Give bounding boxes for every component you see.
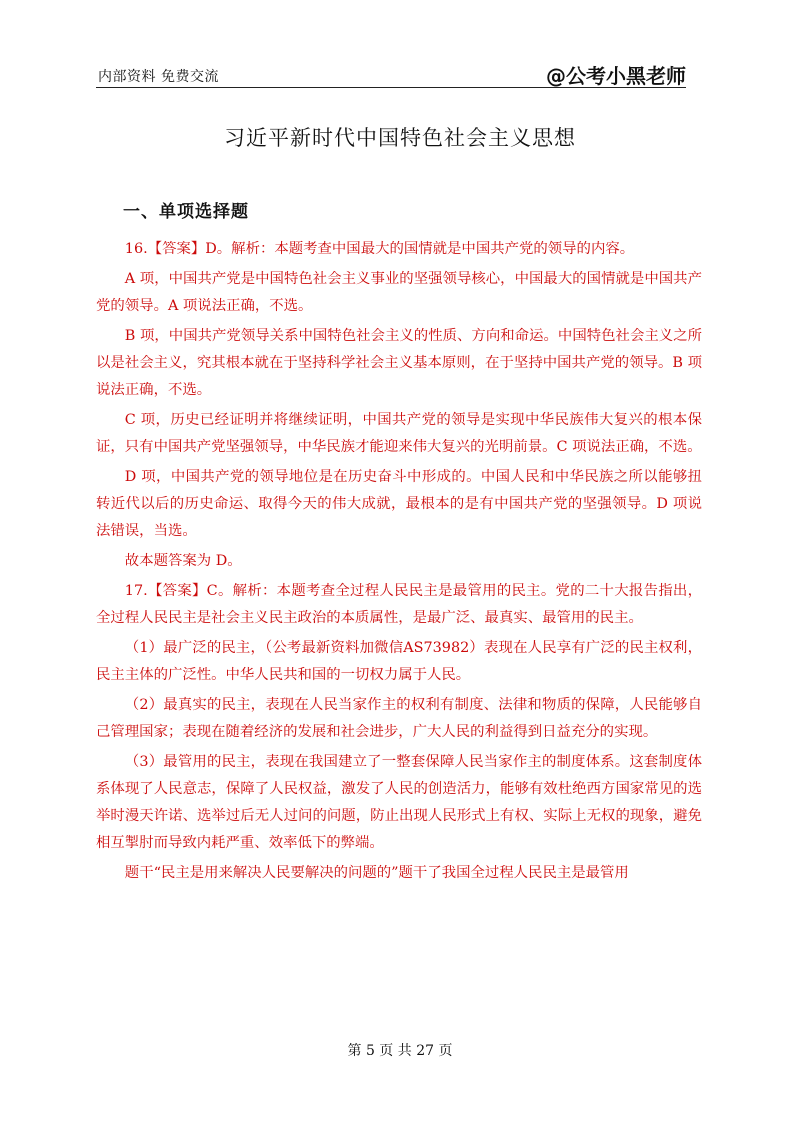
paragraph: （3）最管用的民主，表现在我国建立了一整套保障人民当家作主的制度体系。这套制度体系体现了人民意志，保障了人民权益，激发了人民的创造活力，能够有效杜绝西方国家常见的选举时漫天许诺、选举过后无人过问的问题，防止出现人民形式上有权、实际上无权的现象，避免相互掣肘而导致内耗严重、效率低下的弊端。	[96, 754, 702, 851]
header-note: 内部资料 免费交流	[98, 69, 219, 85]
paragraph: A 项，中国共产党是中国特色社会主义事业的坚强领导核心，中国最大的国情就是中国共产党的领导。A 项说法正确，不选。	[96, 271, 702, 314]
paragraph: （1）最广泛的民主，（公考最新资料加微信AS73982）表现在人民享有广泛的民主权利，民主主体的广泛性。中华人民共和国的一切权力属于人民。	[96, 640, 702, 683]
section-heading: 一、单项选择题	[123, 202, 249, 222]
paragraph: 故本题答案为 D。	[124, 553, 242, 569]
paragraph: 16.【答案】D。解析：本题考查中国最大的国情就是中国共产党的领导的内容。	[124, 241, 635, 257]
header-divider	[96, 87, 686, 88]
paragraph: （2）最真实的民主，表现在人民当家作主的权利有制度、法律和物质的保障，人民能够自己管理国家；表现在随着经济的发展和社会进步，广大人民的利益得到日益充分的实现。	[96, 697, 702, 740]
answer-explanations	[96, 236, 702, 887]
paragraph: B 项，中国共产党领导关系中国特色社会主义的性质、方向和命运。中国特色社会主义之所以是社会主义，究其根本就在于坚持科学社会主义基本原则，在于坚持中国共产党的领导。B 项说法正确，不选。	[96, 328, 702, 398]
paragraph: 17.【答案】C。解析：本题考查全过程人民民主是最管用的民主。党的二十大报告指出，全过程人民民主是社会主义民主政治的本质属性，是最广泛、最真实、最管用的民主。	[96, 583, 702, 626]
header-author: @公考小黑老师	[546, 64, 686, 88]
page-header	[96, 60, 686, 88]
paragraph: D 项，中国共产党的领导地位是在历史奋斗中形成的。中国人民和中华民族之所以能够扭转近代以后的历史命运、取得今天的伟大成就，最根本的是有中国共产党的坚强领导。D 项说法错误，当选。	[96, 469, 702, 539]
paragraph: 题干“民主是用来解决人民要解决的问题的”题干了我国全过程人民民主是最管用	[124, 865, 629, 881]
paragraph: C 项，历史已经证明并将继续证明，中国共产党的领导是实现中华民族伟大复兴的根本保证，只有中国共产党坚强领导，中华民族才能迎来伟大复兴的光明前景。C 项说法正确，不选。	[96, 412, 702, 455]
document-title: 习近平新时代中国特色社会主义思想	[224, 126, 576, 150]
page-footer: 第 5 页 共 27 页	[347, 1043, 453, 1059]
